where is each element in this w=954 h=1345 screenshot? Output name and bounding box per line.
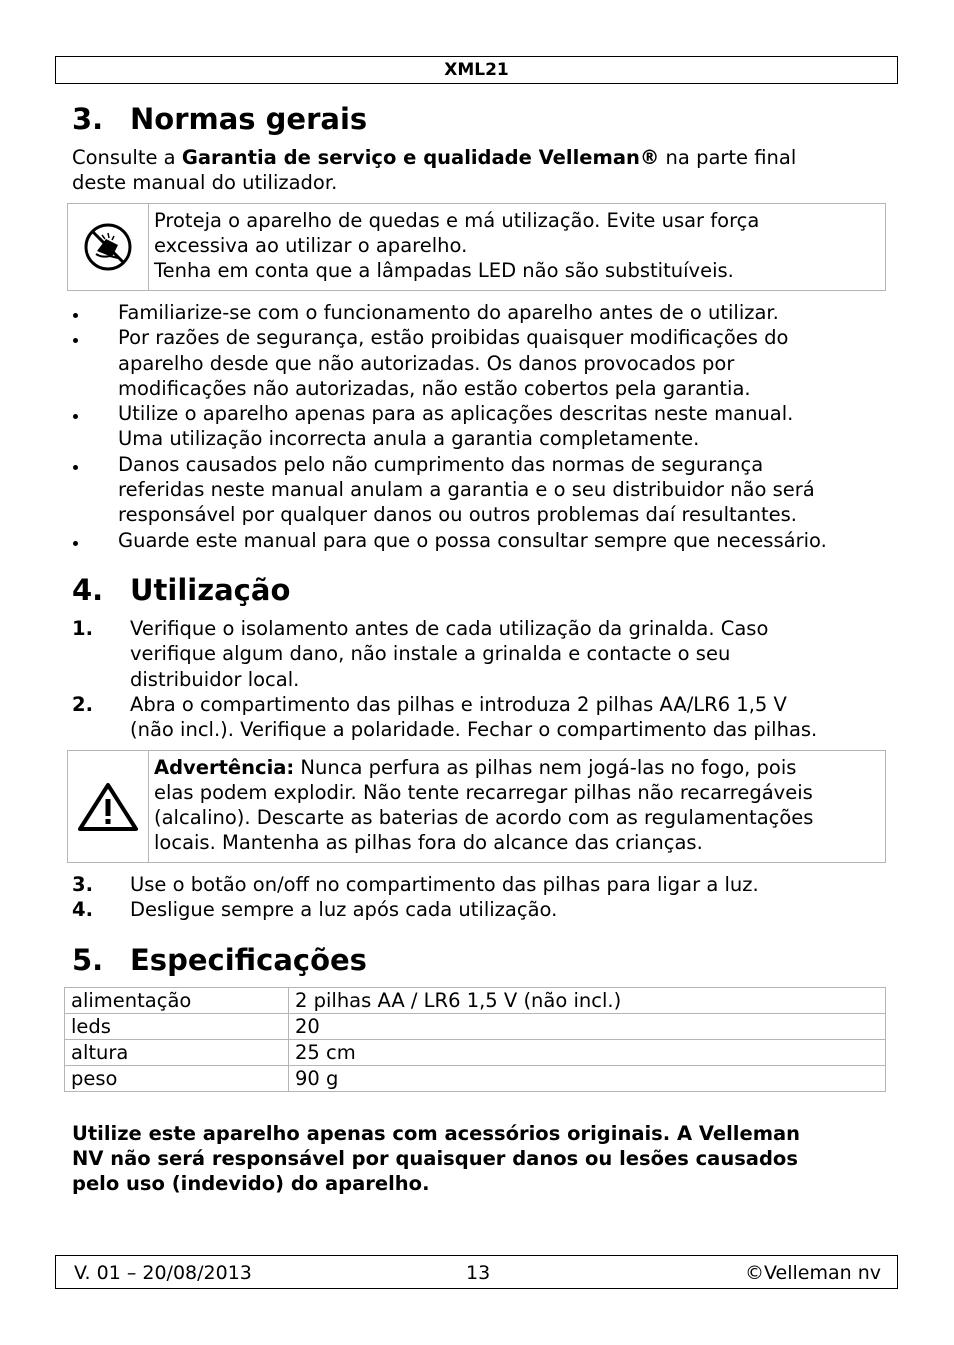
page-footer [55, 1255, 898, 1289]
list-item [72, 616, 882, 692]
section-4-heading [72, 572, 290, 608]
model-name: XML21 [444, 60, 509, 80]
table-row [65, 988, 886, 1014]
list-item [72, 452, 882, 528]
intro-prefix: Consulte a [72, 146, 182, 169]
step-number: 3. [72, 873, 93, 896]
warning-line: (alcalino). Descarte as baterias de acordo com as regulamentações [154, 806, 814, 829]
list-item-line: Abra o compartimento das pilhas e introduza 2 pilhas AA/LR6 1,5 V [130, 692, 787, 716]
table-row [65, 1040, 886, 1066]
section-title: Especificações [130, 943, 367, 977]
section-title: Utilização [130, 573, 291, 607]
intro-bold: Garantia de serviço e qualidade Velleman® [181, 146, 660, 169]
warning-label: Advertência: [154, 756, 295, 779]
warning-line: locais. Mantenha as pilhas fora do alcance das crianças. [154, 831, 703, 854]
list-item-line: Use o botão on/off no compartimento das pilhas para ligar a luz. [130, 873, 759, 896]
page-number: 13 [466, 1262, 491, 1284]
table-row [65, 1014, 886, 1040]
no-drop-misuse-icon [82, 221, 134, 273]
step-number: 2. [72, 692, 93, 716]
spec-key: leds [65, 1014, 289, 1040]
section-title: Normas gerais [130, 102, 368, 136]
notice-text [149, 204, 765, 290]
list-item-line: Guarde este manual para que o possa consultar sempre que necessário. [118, 528, 827, 552]
warning-line: Nunca perfura as pilhas nem jogá-las no fogo, pois [294, 756, 797, 779]
list-item-line: Por razões de segurança, estão proibidas quaisquer modificações do [118, 326, 789, 350]
list-item [72, 325, 882, 401]
list-item-line: (não incl.). Verifique a polaridade. Fechar o compartimento das pilhas. [130, 718, 818, 742]
battery-warning [67, 750, 886, 863]
spec-key: alimentação [65, 988, 289, 1014]
version-date: V. 01 – 20/08/2013 [74, 1262, 252, 1284]
list-item-line: aparelho desde que não autorizadas. Os danos provocados por [118, 351, 735, 375]
list-item [72, 401, 882, 452]
section-3-intro [72, 145, 872, 195]
section-3-heading [72, 101, 367, 137]
list-item [72, 692, 882, 743]
specifications-table [64, 987, 886, 1092]
handling-notice [67, 203, 886, 291]
list-item-line: Familiarize-se com o funcionamento do aparelho antes de o utilizar. [118, 301, 779, 324]
accessories-disclaimer [72, 1121, 872, 1196]
section-number: 3. [72, 102, 104, 136]
usage-steps-list-continued [72, 872, 882, 923]
disclaimer-line: NV não será responsável por quaisquer danos ou lesões causados [72, 1147, 798, 1170]
copyright: ©Velleman nv [745, 1262, 881, 1284]
table-row [65, 1066, 886, 1092]
disclaimer-line: Utilize este aparelho apenas com acessórios originais. A Velleman [72, 1122, 801, 1145]
spec-value: 20 [289, 1014, 886, 1040]
spec-key: altura [65, 1040, 289, 1066]
list-item [72, 897, 882, 922]
warning-text [149, 751, 819, 862]
disclaimer-line: pelo uso (indevido) do aparelho. [72, 1172, 430, 1195]
notice-icon-cell [68, 204, 149, 290]
list-item-line: Desligue sempre a luz após cada utilização. [130, 898, 558, 922]
section-5-heading [72, 942, 367, 978]
spec-value: 90 g [289, 1066, 886, 1092]
intro-line-2: deste manual do utilizador. [72, 171, 338, 194]
list-item-line: Utilize o aparelho apenas para as aplicações descritas neste manual. [118, 402, 794, 426]
section-number: 5. [72, 943, 104, 977]
list-item-line: modificações não autorizadas, não estão cobertos pela garantia. [118, 376, 751, 400]
step-number: 1. [72, 617, 93, 640]
section-number: 4. [72, 573, 104, 607]
warning-triangle-icon [77, 782, 139, 832]
intro-suffix: na parte final [659, 146, 797, 169]
step-number: 4. [72, 898, 93, 922]
page-header [55, 56, 898, 84]
list-item-line: verifique algum dano, não instale a grinalda e contacte o seu [130, 642, 731, 666]
spec-value: 2 pilhas AA / LR6 1,5 V (não incl.) [289, 988, 886, 1014]
list-item [72, 300, 882, 325]
list-item [72, 872, 882, 897]
list-item [72, 528, 882, 553]
list-item-line: Danos causados pelo não cumprimento das normas de segurança [118, 452, 764, 476]
spec-value: 25 cm [289, 1040, 886, 1066]
notice-line: Proteja o aparelho de quedas e má utilização. Evite usar força [154, 209, 760, 232]
list-item-line: Verifique o isolamento antes de cada utilização da grinalda. Caso [130, 617, 769, 640]
safety-bullet-list [72, 300, 882, 553]
list-item-line: Uma utilização incorrecta anula a garantia completamente. [118, 427, 700, 451]
list-item-line: responsável por qualquer danos ou outros problemas daí resultantes. [118, 503, 797, 527]
list-item-line: referidas neste manual anulam a garantia e o seu distribuidor não será [118, 478, 815, 502]
notice-line: excessiva ao utilizar o aparelho. [154, 234, 468, 257]
warning-icon-cell [68, 751, 149, 862]
warning-line: elas podem explodir. Não tente recarregar pilhas não recarregáveis [154, 781, 813, 804]
usage-steps-list [72, 616, 882, 742]
notice-line: Tenha em conta que a lâmpadas LED não são substituíveis. [154, 259, 734, 282]
spec-key: peso [65, 1066, 289, 1092]
list-item-line: distribuidor local. [130, 667, 300, 691]
